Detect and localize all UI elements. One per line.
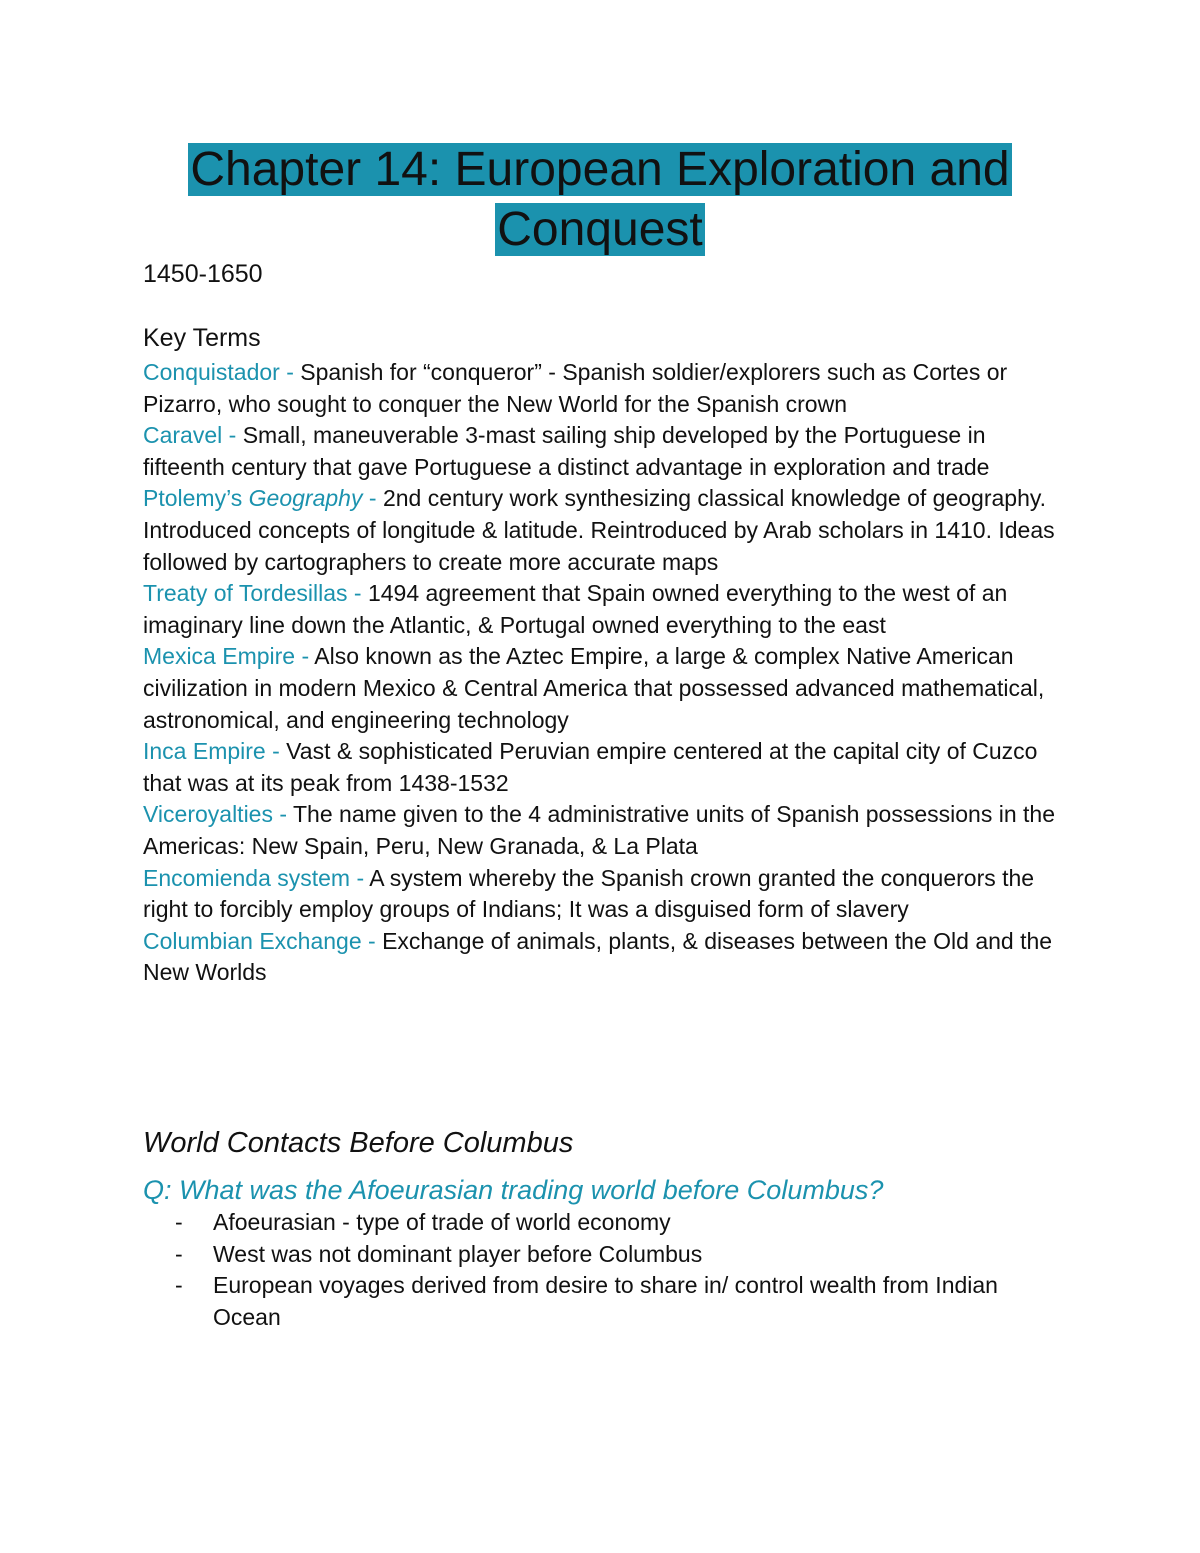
term-name — [143, 485, 383, 511]
term-name: Treaty of Tordesillas - — [143, 580, 368, 607]
term-definition: Small, maneuverable 3-mast sailing ship developed by the Portuguese in fifteenth century that gave Portuguese a distinct advantage in exploration and trade — [143, 422, 990, 480]
term-definition: Spanish for “conqueror” - Spanish soldier/explorers such as Cortes or Pizarro, who sought to conquer the New World for the Spanish crown — [143, 359, 1008, 417]
key-terms-heading: Key Terms — [143, 324, 261, 352]
term-viceroyalties — [143, 799, 1063, 862]
term-name: Inca Empire - — [143, 738, 287, 765]
term-definition: A system whereby the Spanish crown granted the conquerors the right to forcibly employ groups of Indians; It was a disguised form of slavery — [143, 864, 1035, 923]
bullet-marker: - — [175, 1240, 183, 1267]
term-treaty-tordesillas — [143, 578, 1063, 641]
section-heading: World Contacts Before Columbus — [143, 1127, 574, 1159]
date-range: 1450-1650 — [143, 260, 263, 288]
term-definition: 2nd century work synthesizing classical knowledge of geography. Introduced concepts of longitude & latitude. Reintroduced by Arab scholars in 1410. Ideas followed by cartographers to create more accurate maps — [143, 485, 1055, 575]
term-name-italic: Geography — [248, 485, 363, 512]
title-line-1: Chapter 14: European Exploration and — [190, 143, 1010, 196]
term-conquistador — [143, 357, 1063, 420]
term-name: Columbian Exchange - — [143, 927, 383, 954]
term-caravel — [143, 420, 1063, 483]
bullet-text: European voyages derived from desire to share in/ control wealth from Indian Ocean — [213, 1272, 998, 1330]
term-inca-empire — [143, 736, 1063, 799]
list-item — [143, 1270, 1043, 1333]
term-name-suffix: - — [362, 485, 383, 512]
bullet-text: Afoeurasian - type of trade of world economy — [213, 1209, 671, 1235]
term-mexica-empire — [143, 641, 1063, 736]
term-name: Viceroyalties - — [143, 801, 293, 828]
term-encomienda-system — [143, 863, 1063, 926]
list-item — [143, 1239, 1043, 1271]
bullet-marker: - — [175, 1209, 183, 1235]
term-ptolemy-geography — [143, 483, 1063, 578]
bullet-text: West was not dominant player before Columbus — [213, 1240, 703, 1267]
bullet-list — [143, 1207, 1043, 1333]
term-name: Mexica Empire - — [143, 643, 315, 670]
term-definition: Exchange of animals, plants, & diseases between the Old and the New Worlds — [143, 927, 1053, 986]
page-title — [100, 140, 1100, 260]
term-definition: Vast & sophisticated Peruvian empire centered at the capital city of Cuzco that was at its peak from 1438-1532 — [143, 738, 1038, 796]
term-definition: Also known as the Aztec Empire, a large & complex Native American civilization in modern Mexico & Central America that possessed advanced mathematical, astronomical, and engineering technology — [143, 643, 1045, 733]
term-name-prefix: Ptolemy’s — [143, 485, 249, 512]
term-definition: 1494 agreement that Spain owned everything to the west of an imaginary line down the Atlantic, & Portugal owned everything to the east — [143, 580, 1008, 638]
term-name: Caravel - — [143, 422, 243, 449]
title-line-2: Conquest — [497, 203, 703, 256]
bullet-marker: - — [175, 1272, 183, 1299]
term-definition: The name given to the 4 administrative units of Spanish possessions in the Americas: New Spain, Peru, New Granada, & La Plata — [143, 801, 1055, 859]
term-columbian-exchange — [143, 926, 1063, 989]
key-terms-list — [143, 357, 1063, 989]
section-question: Q: What was the Afoeurasian trading world before Columbus? — [143, 1175, 884, 1205]
list-item — [143, 1207, 1043, 1239]
term-name: Conquistador - — [143, 359, 301, 385]
term-name: Encomienda system - — [143, 864, 370, 891]
